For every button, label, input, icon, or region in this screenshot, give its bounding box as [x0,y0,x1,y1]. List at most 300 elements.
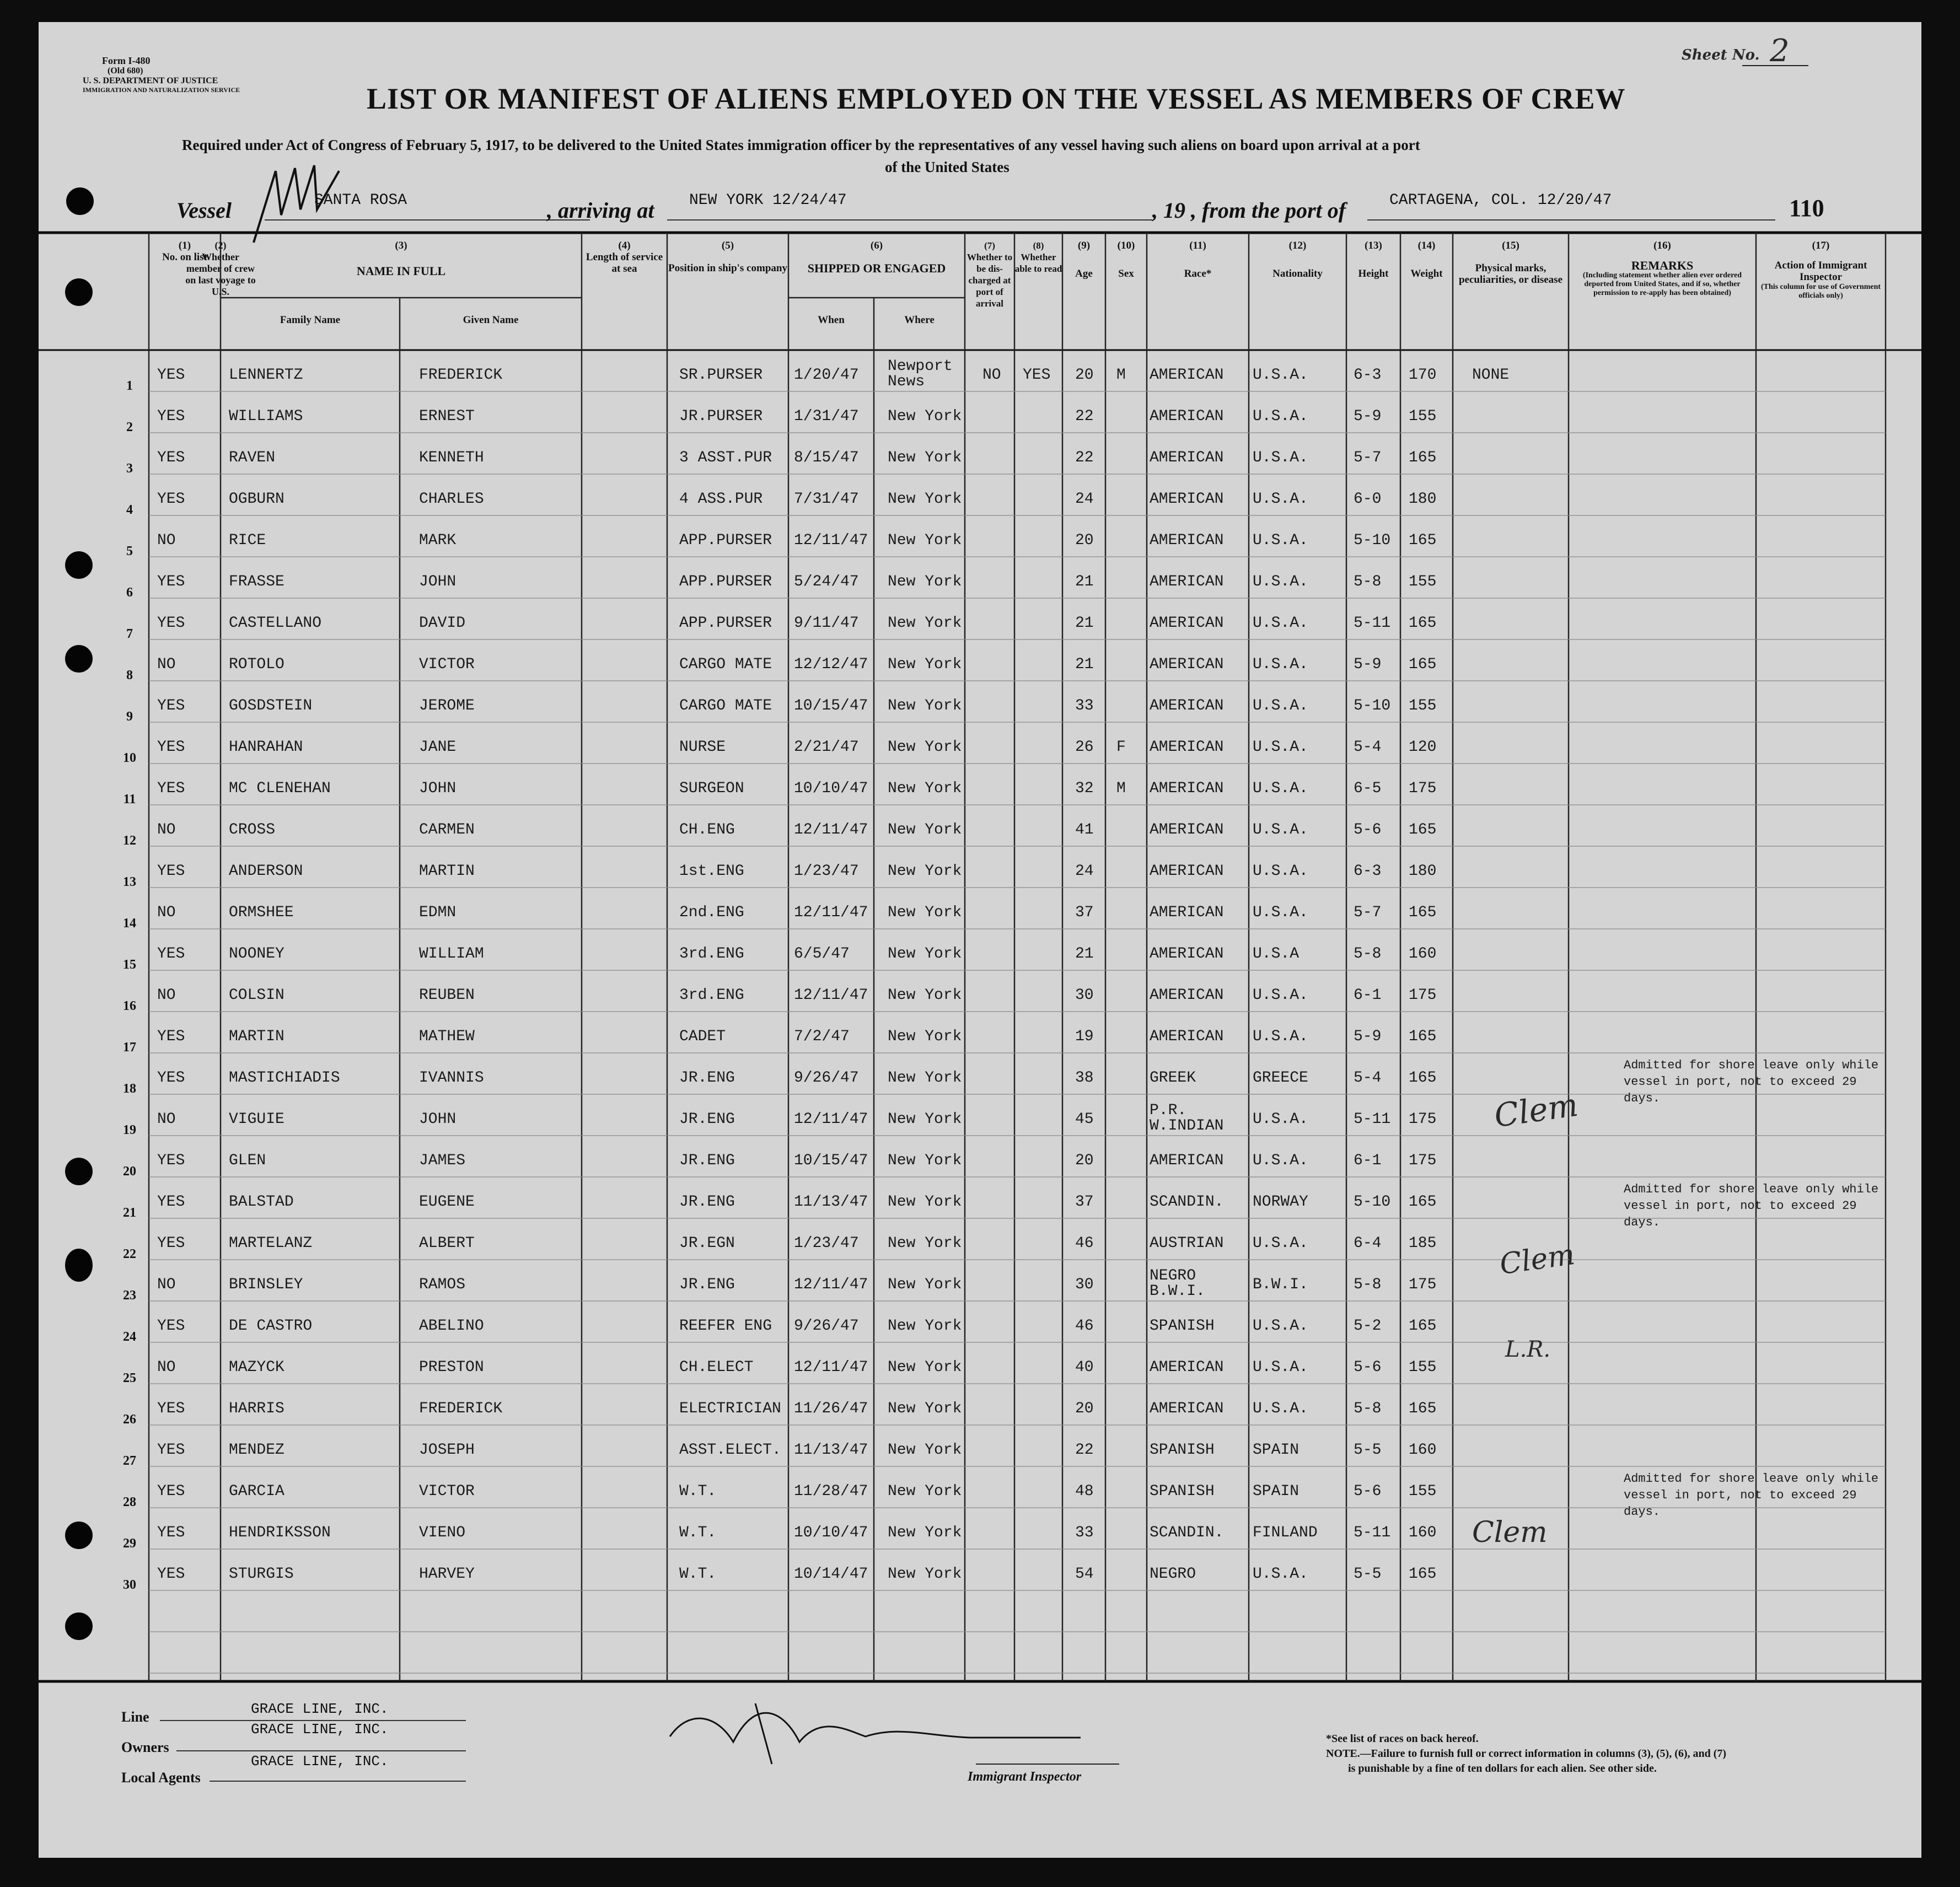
cell-race: AMERICAN [1150,863,1224,880]
cell-where: Newport News [888,358,953,390]
cell-family: MASTICHIADIS [229,1069,340,1087]
cell-nat: U.S.A. [1253,449,1308,466]
cell-prev: YES [157,367,185,384]
inspector-initials-21: Clem [1497,1238,1577,1282]
cell-when: 12/11/47 [794,1111,868,1128]
cell-race: AMERICAN [1150,1359,1224,1376]
cell-given: WILLIAM [419,945,484,963]
cell-prev: YES [157,1235,185,1252]
cell-age: 46 [1075,1235,1094,1252]
cell-family: NOONEY [229,945,284,963]
cell-race: SPANISH [1150,1442,1215,1459]
cell-family: ORMSHEE [229,904,294,921]
cell-height: 6-4 [1354,1235,1382,1252]
cell-when: 11/28/47 [794,1483,868,1500]
arriving-port: NEW YORK 12/24/47 [689,192,847,209]
cell-where: New York [888,1566,962,1583]
cell-given: ERNEST [419,408,475,425]
vessel-label: Vessel [176,198,232,223]
cell-family: MAZYCK [229,1359,284,1376]
cell-where: New York [888,697,962,714]
cell-age: 54 [1075,1566,1094,1583]
cell-position: APP.PURSER [679,573,772,590]
cell-given: KENNETH [419,449,484,466]
cell-where: New York [888,1400,962,1417]
cell-race: AMERICAN [1150,904,1224,921]
cell-weight: 160 [1409,945,1437,963]
cell-age: 20 [1075,532,1094,549]
cell-weight: 170 [1409,367,1437,384]
row-number: 1 [126,379,133,393]
cell-height: 6-1 [1354,987,1382,1004]
cell-where: New York [888,1276,962,1293]
form-old-number: (Old 680) [108,66,143,76]
row-number: 9 [126,709,133,724]
cell-position: CADET [679,1028,726,1045]
row-number: 21 [123,1206,136,1220]
cell-weight: 155 [1409,1483,1437,1500]
header-col-7: (7) Whether to be dis-charged at port of arrival [966,240,1013,309]
cell-nat: U.S.A. [1253,1359,1308,1376]
stamp-number: 110 [1789,195,1824,222]
cell-where: New York [888,945,962,963]
row-number: 17 [123,1040,136,1055]
cell-sex: M [1116,780,1126,797]
cell-prev: YES [157,863,185,880]
cell-when: 9/11/47 [794,615,859,632]
cell-nat: FINLAND [1253,1524,1318,1541]
cell-race: NEGRO B.W.I. [1150,1267,1205,1300]
form-subtitle-2: of the United States [885,159,1009,175]
cell-nat: SPAIN [1253,1483,1299,1500]
cell-family: OGBURN [229,491,284,508]
footnote-races: *See list of races on back hereof. [1326,1733,1479,1745]
binder-hole [65,278,93,306]
cell-where: New York [888,739,962,756]
row-number: 5 [126,544,133,558]
cell-age: 26 [1075,739,1094,756]
agents-value: GRACE LINE, INC. [251,1753,389,1770]
header-col-10: (10) Sex [1117,240,1135,279]
cell-age: 33 [1075,1524,1094,1541]
header-col-4: (4) Length of service at sea [586,240,663,275]
cell-nat: U.S.A. [1253,1566,1308,1583]
binder-hole [65,1158,93,1185]
cell-where: New York [888,1235,962,1252]
cell-when: 5/24/47 [794,573,859,590]
cell-weight: 160 [1409,1524,1437,1541]
cell-weight: 165 [1409,1028,1437,1045]
cell-family: RICE [229,532,266,549]
cell-weight: 180 [1409,863,1437,880]
header-col-3: (3) NAME IN FULL [356,240,446,278]
cell-where: New York [888,1111,962,1128]
binder-hole [65,551,93,579]
cell-prev: YES [157,615,185,632]
cell-age: 22 [1075,1442,1094,1459]
cell-prev: NO [157,1111,176,1128]
binder-hole [65,1612,93,1640]
cell-family: VIGUIE [229,1111,284,1128]
cell-weight: 175 [1409,1152,1437,1169]
cell-given: ABELINO [419,1318,484,1335]
cell-height: 5-7 [1354,904,1382,921]
footnote-fine-2: is punishable by a fine of ten dollars for each alien. See other side. [1348,1762,1657,1775]
cell-given: MARK [419,532,457,549]
cell-family: STURGIS [229,1566,294,1583]
cell-race: AMERICAN [1150,1152,1224,1169]
cell-age: 19 [1075,1028,1094,1045]
cell-race: AMERICAN [1150,945,1224,963]
cell-age: 24 [1075,491,1094,508]
sheet-number: 2 [1770,33,1790,69]
binder-hole [65,1249,93,1282]
cell-given: JANE [419,739,457,756]
cell-age: 33 [1075,697,1094,714]
cell-nat: U.S.A. [1253,367,1308,384]
cell-nat: U.S.A. [1253,904,1308,921]
cell-disch: NO [982,367,1001,384]
row-number: 7 [126,627,133,641]
cell-where: New York [888,863,962,880]
row-number: 28 [123,1495,136,1509]
cell-position: SURGEON [679,780,744,797]
cell-nat: U.S.A. [1253,1028,1308,1045]
cell-prev: YES [157,573,185,590]
cell-position: CARGO MATE [679,656,772,673]
cell-nat: NORWAY [1253,1194,1308,1211]
cell-nat: GREECE [1253,1069,1308,1087]
cell-nat: U.S.A. [1253,615,1308,632]
binder-hole [65,645,93,673]
cell-age: 40 [1075,1359,1094,1376]
cell-age: 37 [1075,1194,1094,1211]
cell-prev: YES [157,1318,185,1335]
header-col-14: (14) Weight [1410,240,1443,279]
cell-weight: 185 [1409,1235,1437,1252]
cell-position: 3rd.ENG [679,987,744,1004]
cell-family: HARRIS [229,1400,284,1417]
cell-age: 48 [1075,1483,1094,1500]
cell-position: ASST.ELECT. [679,1442,781,1459]
cell-position: CH.ELECT [679,1359,754,1376]
row-number: 18 [123,1082,136,1096]
row-number: 30 [123,1578,136,1592]
cell-family: WILLIAMS [229,408,303,425]
cell-when: 10/15/47 [794,697,868,714]
cell-age: 41 [1075,821,1094,838]
cell-age: 30 [1075,1276,1094,1293]
cell-position: JR.ENG [679,1069,735,1087]
cell-weight: 175 [1409,987,1437,1004]
line-label: Line [121,1709,149,1725]
service: IMMIGRATION AND NATURALIZATION SERVICE [83,86,240,94]
cell-weight: 165 [1409,1566,1437,1583]
cell-given: JOHN [419,1111,457,1128]
cell-when: 11/26/47 [794,1400,868,1417]
cell-given: VICTOR [419,656,475,673]
row-number: 24 [123,1330,136,1344]
cell-weight: 165 [1409,532,1437,549]
cell-prev: NO [157,1276,176,1293]
cell-nat: U.S.A. [1253,863,1308,880]
row-number: 4 [126,503,133,517]
cell-when: 12/11/47 [794,904,868,921]
cell-position: REEFER ENG [679,1318,772,1335]
cell-where: New York [888,1069,962,1087]
cell-height: 5-6 [1354,821,1382,838]
cell-when: 12/11/47 [794,987,868,1004]
cell-where: New York [888,821,962,838]
cell-family: BALSTAD [229,1194,294,1211]
cell-family: RAVEN [229,449,276,466]
cell-when: 9/26/47 [794,1069,859,1087]
cell-nat: U.S.A. [1253,1111,1308,1128]
cell-family: LENNERTZ [229,367,303,384]
header-col-1: (1) No. on list [162,240,207,263]
cell-weight: 165 [1409,656,1437,673]
row-number: 14 [123,916,136,931]
cell-nat: U.S.A. [1253,821,1308,838]
cell-race: GREEK [1150,1069,1196,1087]
cell-nat: U.S.A. [1253,780,1308,797]
inspector-initials-18: Clem [1492,1085,1581,1135]
cell-weight: 155 [1409,697,1437,714]
row-number: 25 [123,1371,136,1385]
cell-given: EUGENE [419,1194,475,1211]
cell-age: 30 [1075,987,1094,1004]
cell-race: AMERICAN [1150,780,1224,797]
cell-where: New York [888,491,962,508]
cell-weight: 165 [1409,821,1437,838]
cell-nat: U.S.A. [1253,987,1308,1004]
cell-where: New York [888,449,962,466]
cell-age: 46 [1075,1318,1094,1335]
cell-weight: 165 [1409,1194,1437,1211]
cell-prev: NO [157,656,176,673]
cell-height: 5-5 [1354,1566,1382,1583]
cell-where: New York [888,780,962,797]
sheet-label: Sheet No. [1682,47,1760,63]
cell-prev: NO [157,904,176,921]
cell-race: SCANDIN. [1150,1194,1224,1211]
cell-height: 5-9 [1354,408,1382,425]
cell-race: AMERICAN [1150,408,1224,425]
row-number: 10 [123,751,136,765]
cell-position: JR.ENG [679,1194,735,1211]
cell-when: 2/21/47 [794,739,859,756]
line-value: GRACE LINE, INC. [251,1701,389,1717]
row-number: 19 [123,1123,136,1137]
cell-prev: YES [157,408,185,425]
row-number: 20 [123,1164,136,1179]
row-number: 26 [123,1412,136,1427]
cell-nat: U.S.A. [1253,697,1308,714]
footnote-fine-1: NOTE.—Failure to furnish full or correct information in columns (3), (5), (6), and (7) [1326,1748,1727,1760]
row-number: 11 [123,792,136,807]
cell-position: W.T. [679,1524,717,1541]
cell-weight: 175 [1409,780,1437,797]
cell-when: 12/11/47 [794,821,868,838]
cell-where: New York [888,408,962,425]
cell-nat: U.S.A. [1253,408,1308,425]
cell-position: CH.ENG [679,821,735,838]
inspector-mark-23: L.R. [1505,1337,1551,1362]
cell-race: AMERICAN [1150,739,1224,756]
cell-when: 11/13/47 [794,1442,868,1459]
cell-height: 5-8 [1354,945,1382,963]
cell-family: ANDERSON [229,863,303,880]
cell-height: 5-9 [1354,656,1382,673]
cell-where: New York [888,1359,962,1376]
header-col-15: (15) Physical marks, peculiarities, or disease [1458,240,1563,286]
cell-when: 1/31/47 [794,408,859,425]
cell-prev: NO [157,532,176,549]
cell-given: RAMOS [419,1276,466,1293]
cell-race: AMERICAN [1150,491,1224,508]
cell-when: 1/23/47 [794,1235,859,1252]
cell-height: 5-11 [1354,1111,1391,1128]
cell-height: 5-11 [1354,615,1391,632]
cell-weight: 155 [1409,573,1437,590]
cell-remark: Admitted for shore leave only while vessel in port, not to exceed 29 days. [1624,1182,1879,1229]
cell-position: JR.PURSER [679,408,763,425]
cell-height: 5-10 [1354,532,1391,549]
header-when: When [818,314,845,326]
cell-race: SCANDIN. [1150,1524,1224,1541]
cell-age: 37 [1075,904,1094,921]
cell-sex: M [1116,367,1126,384]
cell-position: SR.PURSER [679,367,763,384]
cell-where: New York [888,615,962,632]
cell-race: NEGRO [1150,1566,1196,1583]
cell-age: 38 [1075,1069,1094,1087]
cell-weight: 165 [1409,449,1437,466]
cell-where: New York [888,1028,962,1045]
binder-hole [66,187,94,215]
cell-nat: U.S.A. [1253,1400,1308,1417]
cell-position: APP.PURSER [679,532,772,549]
cell-race: AMERICAN [1150,821,1224,838]
cell-family: CASTELLANO [229,615,322,632]
cell-age: 24 [1075,863,1094,880]
arriving-label: , arriving at [547,198,654,223]
cell-weight: 165 [1409,904,1437,921]
cell-prev: YES [157,1483,185,1500]
cell-given: IVANNIS [419,1069,484,1087]
cell-position: 4 ASS.PUR [679,491,763,508]
cell-weight: 165 [1409,615,1437,632]
cell-height: 5-8 [1354,573,1382,590]
row-number: 6 [126,585,133,600]
header-col-8: (8) Whether able to read [1014,240,1062,274]
cell-given: PRESTON [419,1359,484,1376]
cell-position: 2nd.ENG [679,904,744,921]
cell-height: 5-8 [1354,1400,1382,1417]
cell-given: JOHN [419,780,457,797]
cell-family: FRASSE [229,573,284,590]
cell-height: 5-9 [1354,1028,1382,1045]
cell-family: GARCIA [229,1483,284,1500]
cell-age: 22 [1075,408,1094,425]
cell-weight: 155 [1409,408,1437,425]
cell-given: VIENO [419,1524,466,1541]
cell-weight: 165 [1409,1069,1437,1087]
agents-underline [210,1781,466,1782]
cell-weight: 180 [1409,491,1437,508]
header-given-name: Given Name [463,314,519,326]
cell-given: JAMES [419,1152,466,1169]
cell-height: 5-6 [1354,1483,1382,1500]
row-number: 8 [126,668,133,682]
cell-when: 9/26/47 [794,1318,859,1335]
owners-label: Owners [121,1739,169,1755]
cell-family: CROSS [229,821,276,838]
cell-prev: YES [157,1152,185,1169]
cell-marks: NONE [1472,367,1510,384]
cell-given: CHARLES [419,491,484,508]
cell-position: 1st.ENG [679,863,744,880]
cell-age: 21 [1075,945,1094,963]
binder-hole [65,1522,93,1549]
cell-family: HANRAHAN [229,739,303,756]
cell-where: New York [888,656,962,673]
cell-height: 5-2 [1354,1318,1382,1335]
vessel-name: SANTA ROSA [314,192,407,209]
row-number: 27 [123,1454,136,1468]
cell-family: MARTELANZ [229,1235,313,1252]
cell-height: 5-7 [1354,449,1382,466]
cell-race: SPANISH [1150,1318,1215,1335]
cell-prev: YES [157,780,185,797]
cell-given: MARTIN [419,863,475,880]
cell-nat: U.S.A. [1253,532,1308,549]
row-number: 29 [123,1536,136,1551]
cell-prev: YES [157,1524,185,1541]
row-number: 16 [123,999,136,1013]
header-col-17: (17) Action of Immigrant Inspector (This column for use of Government officials only) [1760,240,1881,300]
cell-prev: YES [157,1400,185,1417]
cell-age: 45 [1075,1111,1094,1128]
cell-given: CARMEN [419,821,475,838]
cell-position: JR.ENG [679,1152,735,1169]
row-number: 12 [123,834,136,848]
from-port: CARTAGENA, COL. 12/20/47 [1389,192,1612,209]
cell-given: JOSEPH [419,1442,475,1459]
cell-family: ROTOLO [229,656,284,673]
cell-family: HENDRIKSSON [229,1524,331,1541]
cell-family: GOSDSTEIN [229,697,313,714]
header-col-6: (6) SHIPPED OR ENGAGED [807,240,946,275]
cell-position: APP.PURSER [679,615,772,632]
cell-where: New York [888,1524,962,1541]
cell-where: New York [888,1152,962,1169]
cell-race: AMERICAN [1150,532,1224,549]
cell-nat: U.S.A. [1253,1235,1308,1252]
from-label: , from the port of [1191,198,1346,223]
cell-where: New York [888,1318,962,1335]
cell-race: AMERICAN [1150,367,1224,384]
department: U. S. DEPARTMENT OF JUSTICE [83,76,218,85]
cell-nat: U.S.A [1253,945,1299,963]
row-number: 23 [123,1288,136,1303]
header-col-11: (11) Race* [1184,240,1212,279]
cell-family: COLSIN [229,987,284,1004]
cell-when: 10/10/47 [794,1524,868,1541]
cell-height: 6-0 [1354,491,1382,508]
cell-where: New York [888,1442,962,1459]
cell-race: AMERICAN [1150,697,1224,714]
